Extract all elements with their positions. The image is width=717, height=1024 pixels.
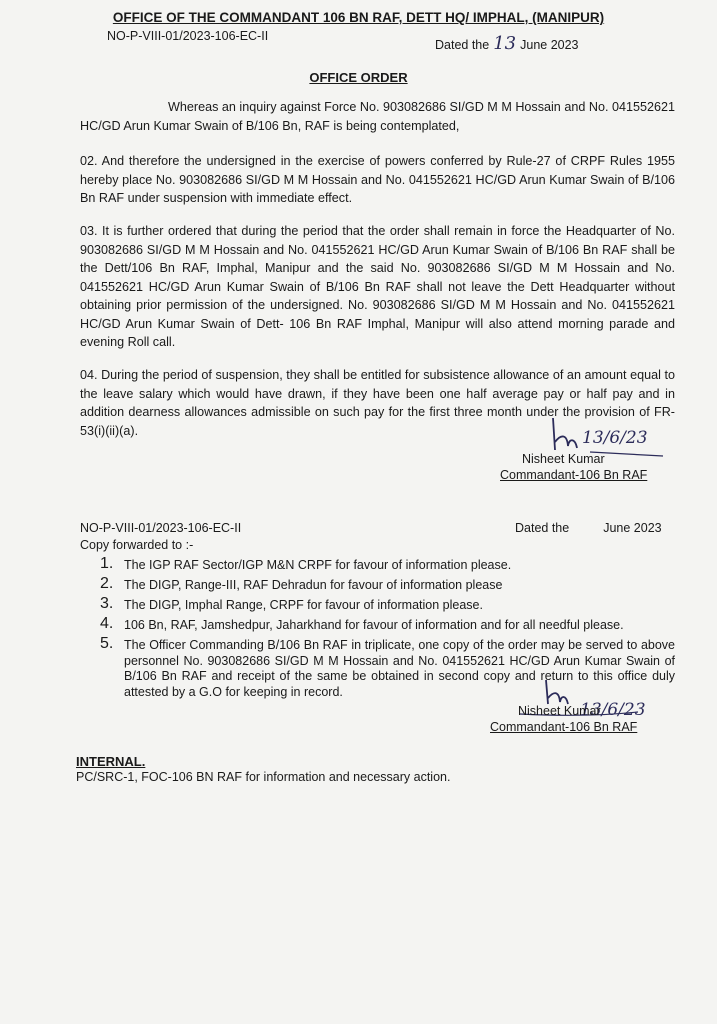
reference-number: NO-P-VIII-01/2023-106-EC-II: [107, 29, 269, 43]
internal-text: PC/SRC-1, FOC-106 BN RAF for information and necessary action.: [76, 770, 451, 784]
internal-heading: INTERNAL.: [76, 754, 146, 769]
signatory-designation: Commandant-106 Bn RAF: [500, 468, 648, 482]
signature-2-handwritten-date: 13/6/23: [580, 700, 646, 720]
signature-block-1: [500, 452, 647, 482]
list-item: 4. 106 Bn, RAF, Jamshedpur, Jaharkhand for favour of information and for all needful please.: [100, 615, 624, 632]
handwritten-day: 13: [493, 33, 517, 54]
copy-forwarded-label: Copy forwarded to :-: [80, 538, 194, 552]
order-paragraph-4: 04. During the period of suspension, they shall be entitled for subsistence allowance of an amount equal to the leave salary which would have drawn, if they have been one half average pay or half pay and in addition dearness allowances admissible on such pay for the first three month under the provision of FR-53(i)(ii)(a).: [80, 368, 675, 438]
list-item: 2. The DIGP, Range-III, RAF Dehradun for favour of information please: [100, 575, 503, 592]
order-paragraph-1: Whereas an inquiry against Force No. 903082686 SI/GD M M Hossain and No. 041552621 HC/GD Arun Kumar Swain of B/106 Bn, RAF is being contemplated,: [80, 100, 675, 133]
signatory-name: Nisheet Kumar: [522, 452, 605, 466]
copy-dated-month-year: June 2023: [603, 521, 662, 535]
signature-1-handwritten-date: 13/6/23: [582, 428, 648, 448]
order-paragraph-2: 02. And therefore the undersigned in the exercise of powers conferred by Rule-27 of CRPF Rules 1955 hereby place No. 903082686 SI/GD M M Hossain and No. 041552621 HC/GD Arun Kumar Swain of B/106 Bn RAF under suspension with immediate effect.: [80, 154, 675, 205]
copy-dated-label: Dated the: [515, 521, 570, 535]
signatory-designation: Commandant-106 Bn RAF: [490, 720, 638, 734]
dated-month-year: June 2023: [520, 38, 579, 52]
order-date: [435, 33, 579, 54]
copy-date: [515, 521, 662, 535]
copy-reference-number: NO-P-VIII-01/2023-106-EC-II: [80, 521, 242, 535]
list-item: 3. The DIGP, Imphal Range, CRPF for favour of information please.: [100, 595, 483, 612]
order-paragraph-3: 03. It is further ordered that during the period that the order shall remain in force the Headquarter of No. 903082686 SI/GD M M Hossain and No. 041552621 HC/GD Arun Kumar Swain of B/106 Bn RAF shall be the Dett/106 Bn RAF, Imphal, Manipur and the said No. 903082686 SI/GD M M Hossain and No. 041552621 HC/GD Arun Kumar Swain of B/106 Bn RAF shall not leave the Dett Headquarter without obtaining prior permission of the undersigned. No. 903082686 SI/GD M M Hossain and No. 041552621 HC/GD Arun Kumar Swain of Dett- 106 Bn RAF Imphal, Manipur will also attend morning parade and evening Roll call.: [80, 224, 675, 349]
office-title: OFFICE OF THE COMMANDANT 106 BN RAF, DETT HQ/ IMPHAL, (MANIPUR): [112, 10, 605, 25]
dated-label: Dated the: [435, 38, 490, 52]
list-item: 5. The Officer Commanding B/106 Bn RAF in triplicate, one copy of the order may be served to above personnel No. 903082686 SI/GD M M Hossain and No. 041552621 HC/GD Arun Kumar Swain of B/106 Bn RAF and receipt of the same be obtained in second copy and return to this office duly attested by a G.O for keeping in record.: [100, 635, 675, 699]
signature-block-2: [490, 704, 637, 734]
list-item: 1. The IGP RAF Sector/IGP M&N CRPF for favour of information please.: [100, 555, 512, 572]
order-title: OFFICE ORDER: [309, 70, 408, 85]
signatory-name: Nisheet Kumar: [518, 704, 601, 718]
